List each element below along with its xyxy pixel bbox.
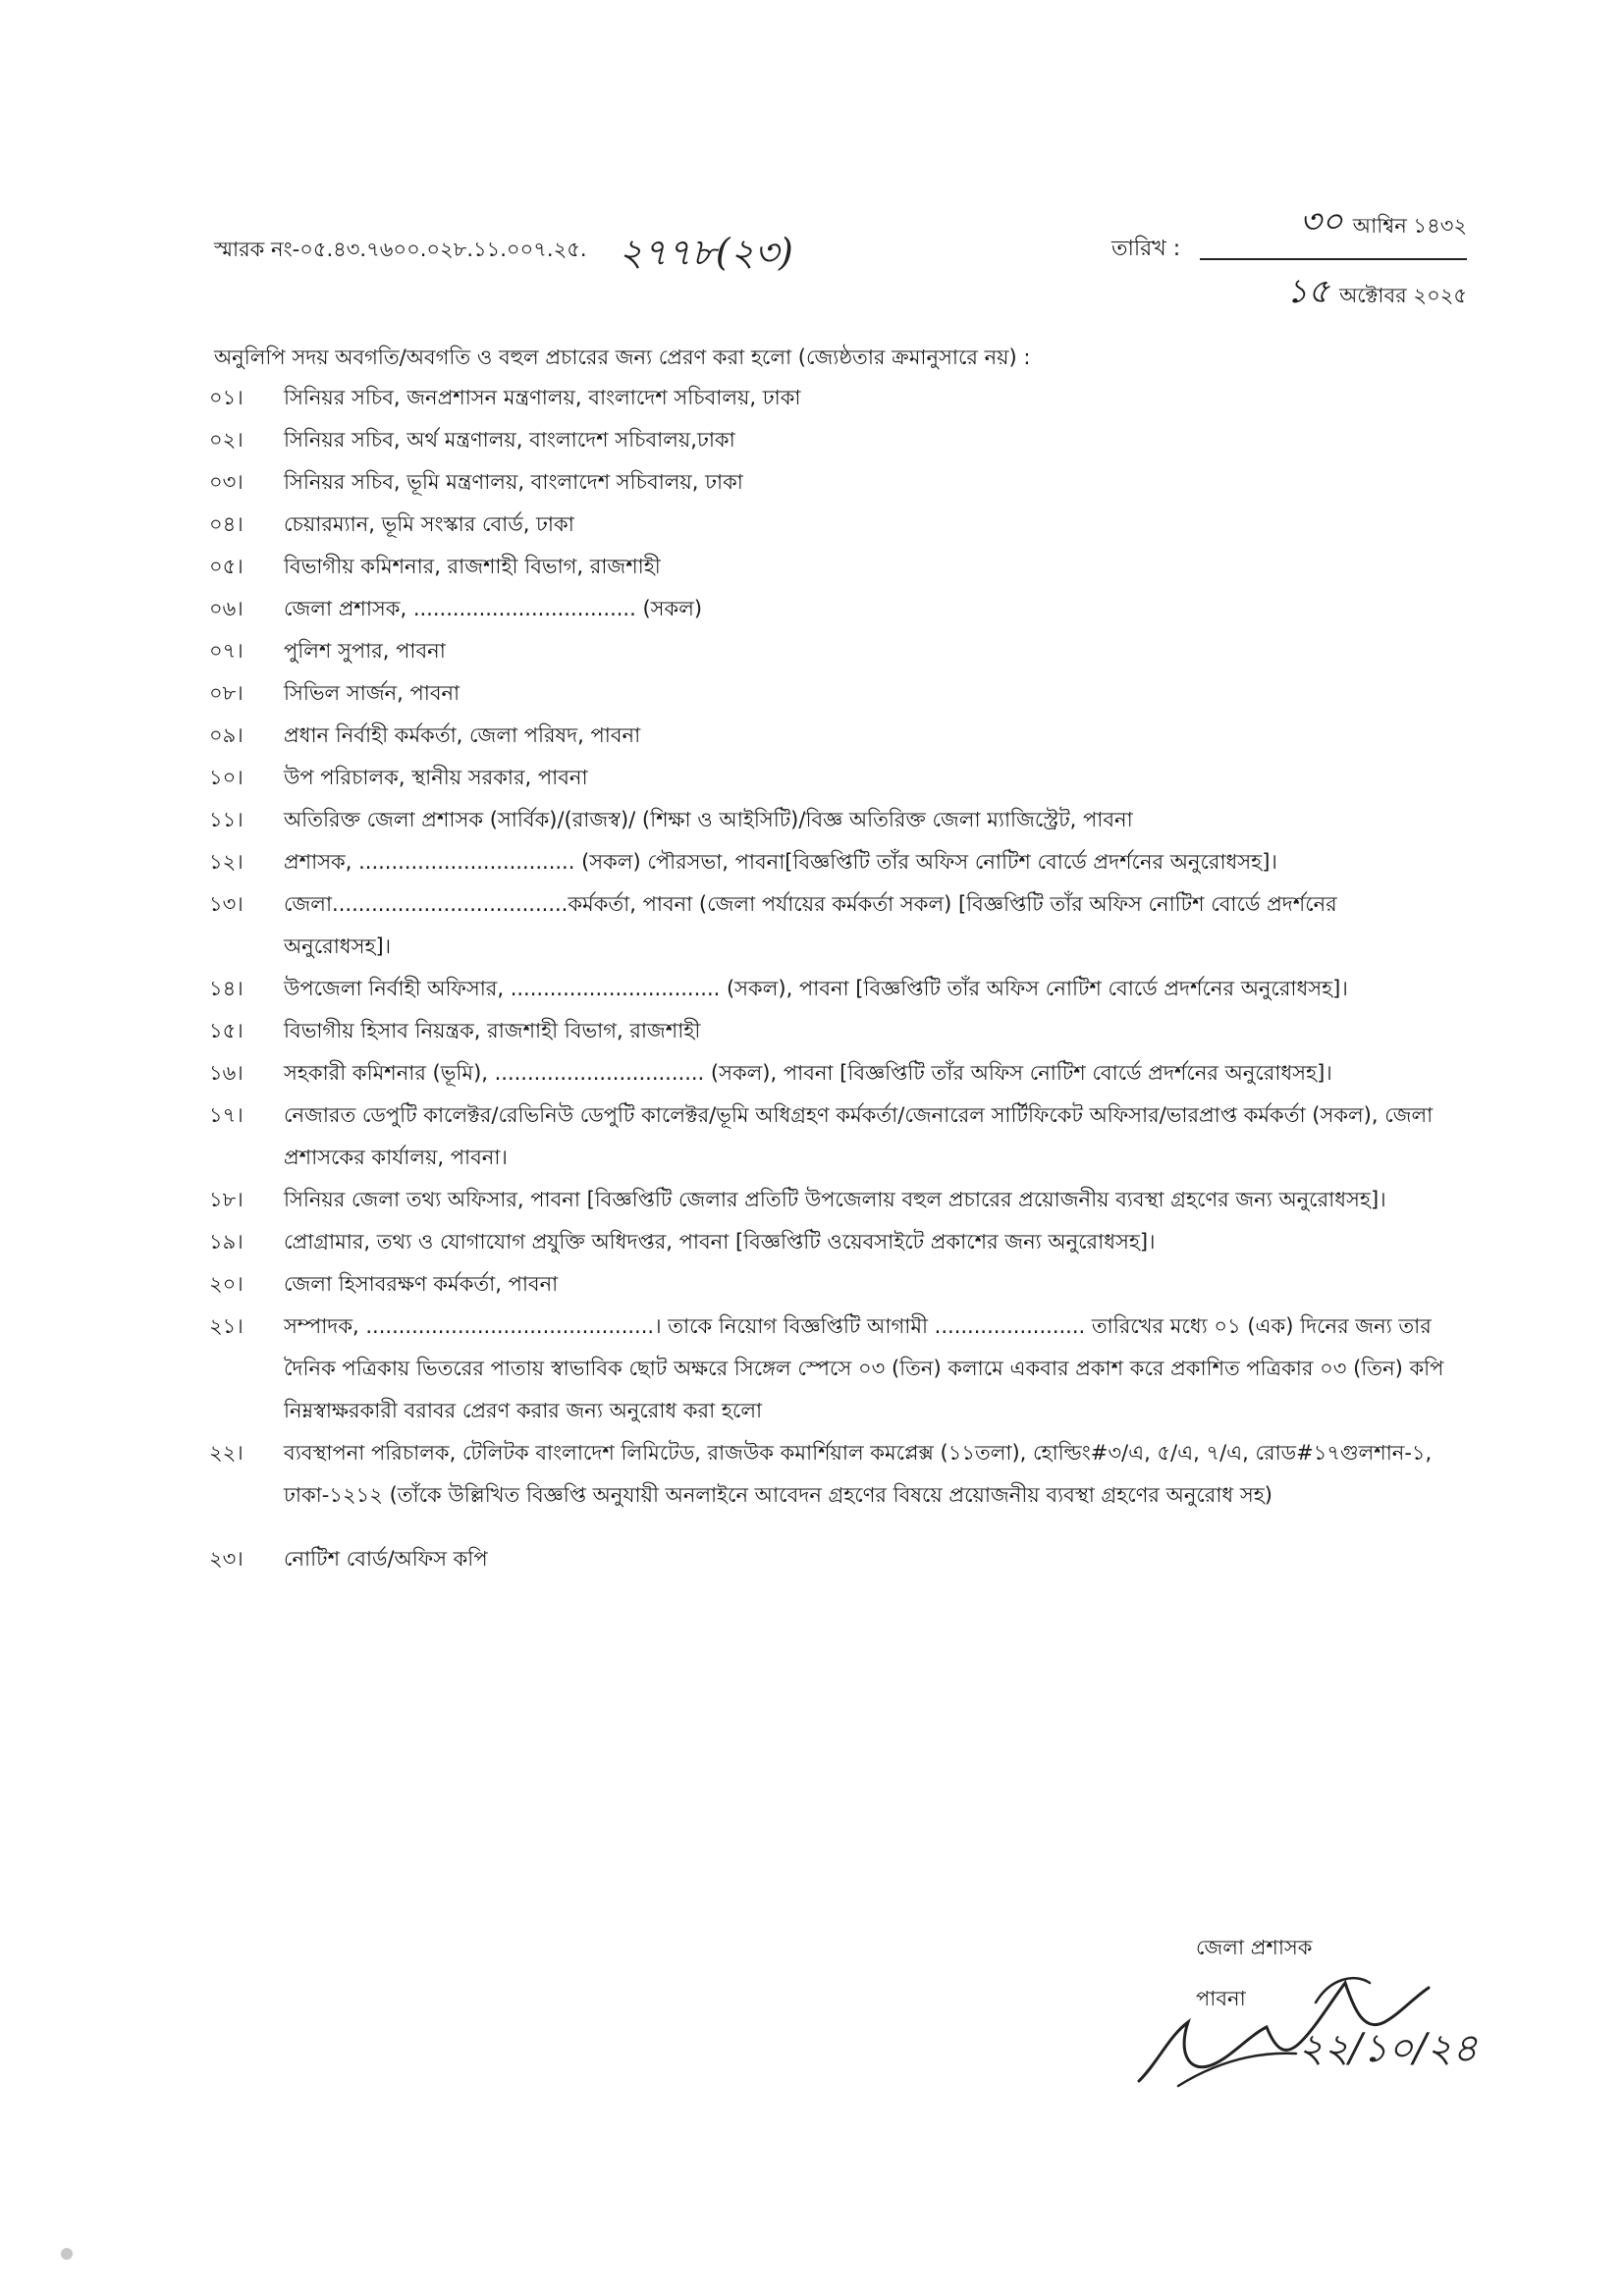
item-number: ১০। <box>209 766 244 789</box>
date-divider <box>1200 258 1467 260</box>
item-number: ০৪। <box>209 512 244 536</box>
item-text: নেজারত ডেপুটি কালেক্টর/রেভিনিউ ডেপুটি কালেক্টর/ভূমি অধিগ্রহণ কর্মকর্তা/জেনারেল সার্টিফিকেট অফিসার/ভারপ্রাপ্ত কর্মকর্তা (সকল), জেলা প্রশাসকের কার্যালয়, পাবনা। <box>284 1103 1434 1169</box>
list-item <box>209 461 1446 504</box>
item-text: জেলা প্রশাসক, .................................. (সকল) <box>284 597 703 620</box>
item-text: জেলা হিসাবরক্ষণ কর্মকর্তা, পাবনা <box>284 1272 559 1296</box>
item-number: ২০। <box>209 1272 244 1296</box>
item-number: ০২। <box>209 428 244 452</box>
list-item <box>209 588 1446 630</box>
item-number: ১৪। <box>209 977 244 1000</box>
item-text: প্রশাসক, ................................. (সকল) পৌরসভা, পাবনা[বিজ্ঞপ্তিটি তাঁর অফিস নোটিশ বোর্ডে প্রদর্শনের অনুরোধসহ]। <box>284 850 1277 874</box>
list-item <box>209 841 1446 883</box>
signature <box>1119 1944 1492 2120</box>
item-text: সিনিয়র সচিব, অর্থ মন্ত্রণালয়, বাংলাদেশ সচিবালয়,ঢাকা <box>284 428 735 452</box>
item-text: উপ পরিচালক, স্থানীয় সরকার, পাবনা <box>284 766 588 789</box>
date-english-day: ১৫ <box>1285 272 1330 311</box>
item-text: সিভিল সার্জন, পাবনা <box>284 681 460 705</box>
list-item <box>209 1221 1446 1263</box>
list-item <box>209 757 1446 799</box>
item-number: ১১। <box>209 808 244 831</box>
date-bangla-day: ৩০ <box>1299 202 1343 241</box>
item-text: প্রোগ্রামার, তথ্য ও যোগাযোগ প্রযুক্তি অধিদপ্তর, পাবনা [বিজ্ঞপ্তিটি ওয়েবসাইটে প্রকাশের জন্য অনুরোধসহ]। <box>284 1230 1156 1254</box>
item-text: প্রধান নির্বাহী কর্মকর্তা, জেলা পরিষদ, পাবনা <box>284 723 641 747</box>
list-item <box>209 377 1446 419</box>
memo-number: স্মারক নং-০৫.৪৩.৭৬০০.০২৮.১১.০০৭.২৫. <box>214 238 587 261</box>
list-item <box>209 1179 1446 1221</box>
item-number: ১৫। <box>209 1019 244 1042</box>
item-number: ১৯। <box>209 1230 244 1254</box>
item-text: নোটিশ বোর্ড/অফিস কপি <box>284 1547 488 1571</box>
item-text: সিনিয়র জেলা তথ্য অফিসার, পাবনা [বিজ্ঞপ্তিটি জেলার প্রতিটি উপজেলায় বহুল প্রচারের প্রয়োজনীয় ব্যবস্থা গ্রহণের জন্য অনুরোধসহ]। <box>284 1188 1386 1211</box>
list-item <box>209 1010 1446 1052</box>
list-item <box>209 1538 1446 1580</box>
item-text: বিভাগীয় কমিশনার, রাজশাহী বিভাগ, রাজশাহী <box>284 555 661 578</box>
list-item <box>209 1052 1446 1095</box>
signatory-place: পাবনা <box>1196 1987 1246 2010</box>
list-item <box>209 1095 1446 1179</box>
list-item <box>209 1432 1446 1517</box>
memo-handwritten-number: ২৭৭৮(২৩) <box>619 231 793 274</box>
list-item <box>209 715 1446 757</box>
list-item <box>209 630 1446 672</box>
distribution-intro: অনুলিপি সদয় অবগতি/অবগতি ও বহুল প্রচারের জন্য প্রেরণ করা হলো (জ্যেষ্ঠতার ক্রমানুসারে নয়) : <box>214 346 1031 369</box>
signature-date: ২২/১০/২৪ <box>1298 2026 1478 2071</box>
item-number: ০৩। <box>209 470 244 494</box>
item-text: পুলিশ সুপার, পাবনা <box>284 639 446 663</box>
list-item <box>209 419 1446 461</box>
item-text: সিনিয়র সচিব, ভূমি মন্ত্রণালয়, বাংলাদেশ সচিবালয়, ঢাকা <box>284 470 743 494</box>
item-text: চেয়ারম্যান, ভূমি সংস্কার বোর্ড, ঢাকা <box>284 512 574 536</box>
date-bangla-month: আশ্বিন ১৪৩২ <box>1352 214 1467 238</box>
date-english <box>1200 266 1467 322</box>
item-number: ০৭। <box>209 639 244 663</box>
item-number: ০১। <box>209 386 244 409</box>
list-item <box>209 546 1446 588</box>
item-number: ২৩। <box>209 1547 244 1571</box>
list-item <box>209 968 1446 1010</box>
item-number: ২২। <box>209 1441 244 1465</box>
item-number: ০৯। <box>209 723 244 747</box>
item-text: ব্যবস্থাপনা পরিচালক, টেলিটক বাংলাদেশ লিমিটেড, রাজউক কমার্শিয়াল কমপ্লেক্স (১১তলা), হোল্ডিং#৩/এ, ৫/এ, ৭/এ, রোড#১৭গুলশান-১, ঢাকা-১২১২ (তাঁকে উল্লিখিত বিজ্ঞপ্তি অনুযায়ী অনলাইনে আবেদন গ্রহণের বিষয়ে প্রয়োজনীয় ব্যবস্থা গ্রহণের অনুরোধ সহ) <box>284 1441 1433 1507</box>
list-item <box>209 883 1446 968</box>
item-text: উপজেলা নির্বাহী অফিসার, ................................ (সকল), পাবনা [বিজ্ঞপ্তিটি তাঁর অফিস নোটিশ বোর্ডে প্রদর্শনের অনুরোধসহ]। <box>284 977 1348 1000</box>
item-text: সহকারী কমিশনার (ভূমি), ................................ (সকল), পাবনা [বিজ্ঞপ্তিটি তাঁর অফিস নোটিশ বোর্ডে প্রদর্শনের অনুরোধসহ]। <box>284 1061 1332 1085</box>
item-text: অতিরিক্ত জেলা প্রশাসক (সার্বিক)/(রাজস্ব)/ (শিক্ষা ও আইসিটি)/বিজ্ঞ অতিরিক্ত জেলা ম্যাজিস্ট্রেট, পাবনা <box>284 808 1133 831</box>
item-number: ০৫। <box>209 555 244 578</box>
item-number: ০৮। <box>209 681 244 705</box>
item-number: ১৬। <box>209 1061 244 1085</box>
list-item <box>209 672 1446 715</box>
item-number: ১৩। <box>209 892 244 916</box>
date-block <box>1200 196 1467 322</box>
item-text: বিভাগীয় হিসাব নিয়ন্ত্রক, রাজশাহী বিভাগ, রাজশাহী <box>284 1019 701 1042</box>
item-number: ২১। <box>209 1314 244 1338</box>
list-item <box>209 799 1446 841</box>
scan-speck <box>61 2248 73 2260</box>
date-label: তারিখ : <box>1111 237 1181 261</box>
signatory-title: জেলা প্রশাসক <box>1196 1936 1313 1959</box>
date-english-month: অক্টোবর ২০২৫ <box>1339 284 1467 307</box>
list-item <box>209 504 1446 546</box>
item-number: ০৬। <box>209 597 244 620</box>
list-item <box>209 1263 1446 1306</box>
item-text: সম্পাদক, ............................................। তাকে নিয়োগ বিজ্ঞপ্তিটি আগামী ....................... তারিখের মধ্যে ০১ (এক) দিনের জন্য তার দৈনিক পত্রিকায় ভিতরের পাতায় স্বাভাবিক ছোট অক্ষরে সিঙ্গেল স্পেসে ০৩ (তিন) কলামে একবার প্রকাশ করে প্রকাশিত পত্রিকার ০৩ (তিন) কপি নিম্নস্বাক্ষরকারী বরাবর প্রেরণ করার জন্য অনুরোধ করা হলো <box>284 1314 1444 1422</box>
item-number: ১৭। <box>209 1103 244 1127</box>
item-text: সিনিয়র সচিব, জনপ্রশাসন মন্ত্রণালয়, বাংলাদেশ সচিবালয়, ঢাকা <box>284 386 801 409</box>
date-bangla <box>1200 196 1467 252</box>
list-item <box>209 1306 1446 1432</box>
recipient-list <box>209 377 1446 1580</box>
item-text: জেলা....................................কর্মকর্তা, পাবনা (জেলা পর্যায়ের কর্মকর্তা সকল) [বিজ্ঞপ্তিটি তাঁর অফিস নোটিশ বোর্ডে প্রদর্শনের অনুরোধসহ]। <box>284 892 1337 958</box>
item-number: ১২। <box>209 850 244 874</box>
item-number: ১৮। <box>209 1188 244 1211</box>
